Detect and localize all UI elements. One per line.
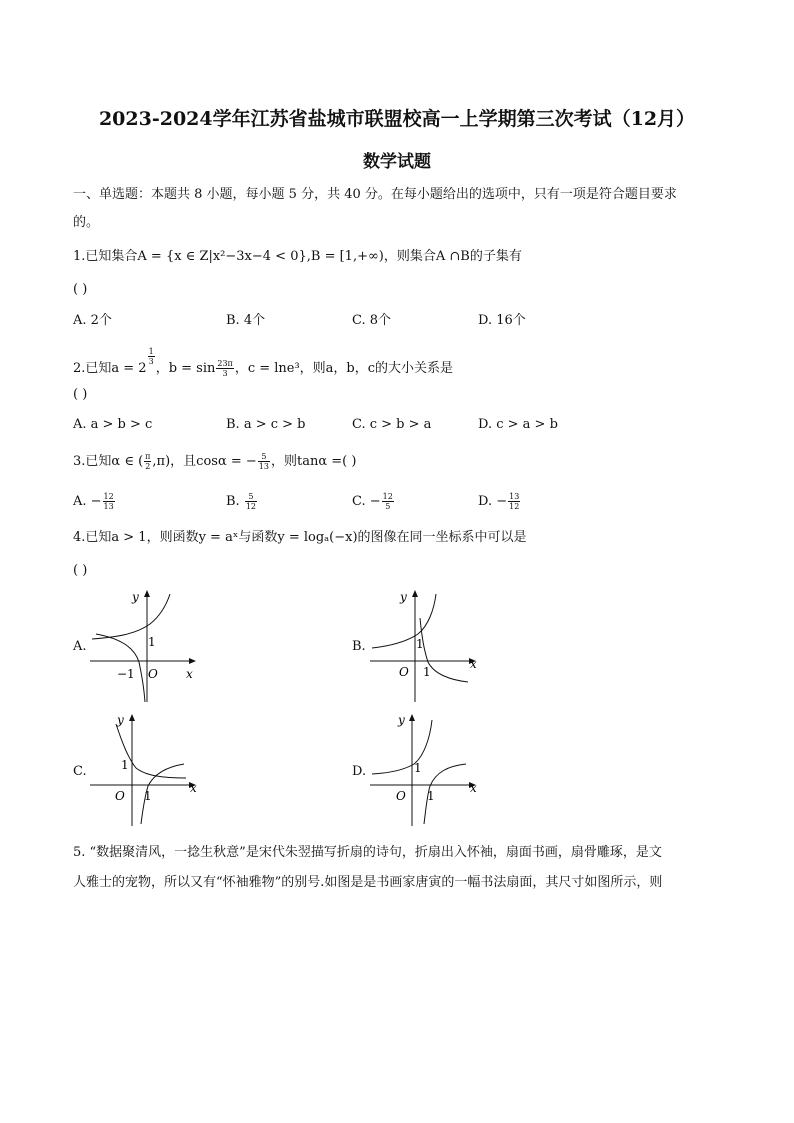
graph-d-y-label: y <box>398 713 405 727</box>
q4-option-d-label: D. <box>352 764 367 779</box>
q3-option-b: B. $\frac{5}{12}$ <box>226 492 257 511</box>
q1-option-b: B. 4个 <box>226 313 266 328</box>
question-4-paren: ( ) <box>73 563 88 578</box>
q3-option-a: A. − $\frac{12}{13}$ <box>73 492 114 511</box>
graph-c-origin: O <box>115 789 125 803</box>
graph-a-origin: O <box>148 667 158 681</box>
graph-c-one-x: 1 <box>144 789 152 803</box>
graph-b-one-x: 1 <box>423 665 431 679</box>
question-4-stem: 4.已知a > 1，则函数y = aˣ与函数y = logₐ(−x)的图像在同一坐标系中可以是 <box>73 530 527 545</box>
graph-d-one: 1 <box>414 761 422 775</box>
q4-graph-a <box>88 588 200 706</box>
graph-b-x-label: x <box>470 657 477 671</box>
question-5-line1: 5. “数据聚清风，一捻生秋意”是宋代朱翌描写折扇的诗句，折扇出入怀袖，扇面书画，扇骨雕琢，是文 <box>73 845 662 860</box>
q2-option-c: C. c > b > a <box>352 417 432 432</box>
graph-b-one: 1 <box>416 637 424 651</box>
q4-option-c-label: C. <box>73 764 87 779</box>
q1-option-d: D. 16个 <box>478 313 526 328</box>
question-1-paren: ( ) <box>73 282 88 297</box>
question-2-paren: ( ) <box>73 387 88 402</box>
q1-option-c: C. 8个 <box>352 313 392 328</box>
graph-a-neg-one: −1 <box>117 667 135 681</box>
question-1-stem: 1.已知集合A = {x ∈ Z|x²−3x−4 < 0},B = [1,+∞)，则集合A ∩B的子集有 <box>73 249 522 264</box>
graph-c-y-label: y <box>117 713 124 727</box>
exam-title: 2023-2024学年江苏省盐城市联盟校高一上学期第三次考试（12月） <box>98 108 696 130</box>
exam-subtitle: 数学试题 <box>363 152 431 172</box>
q3-option-c: C. − $\frac{12}{5}$ <box>352 492 393 511</box>
graph-a-one: 1 <box>148 635 156 649</box>
graph-a-y-label: y <box>132 590 139 604</box>
q4-graph-d <box>368 712 480 830</box>
question-3-stem: 3.已知α ∈ ( $\frac{\pi}{2}$ ,π)，且cosα = − $\frac{5}{13}$ ，则tanα =( ) <box>73 452 357 471</box>
graph-b-origin: O <box>399 665 409 679</box>
q4-graph-c <box>88 712 200 830</box>
graph-c-one: 1 <box>121 758 129 772</box>
graph-d-one-x: 1 <box>427 789 435 803</box>
q2-option-b: B. a > c > b <box>226 417 306 432</box>
graph-c-x-label: x <box>190 781 197 795</box>
q4-graph-b <box>368 588 480 706</box>
section-header: 一、单选题：本题共 8 小题，每小题 5 分，共 40 分。在每小题给出的选项中，只有一项是符合题目要求 <box>73 187 677 202</box>
q1-option-a: A. 2个 <box>73 313 112 328</box>
q4-option-b-label: B. <box>352 639 366 654</box>
graph-b-y-label: y <box>400 590 407 604</box>
graph-a-x-label: x <box>186 667 193 681</box>
question-2-stem: 2.已知a = 2 $\frac{1}{3}$ ，b = sin $\frac{23\pi}{3}$ ，c = lne³，则a，b，c的大小关系是 <box>73 347 454 378</box>
graph-d-x-label: x <box>470 781 477 795</box>
question-5-line2: 人雅士的宠物，所以又有“怀袖雅物”的别号.如图是是书画家唐寅的一幅书法扇面，其尺寸如图所示，则 <box>73 875 663 890</box>
section-header-cont: 的。 <box>73 215 100 230</box>
q4-option-a-label: A. <box>73 639 87 654</box>
q2-option-d: D. c > a > b <box>478 417 558 432</box>
q3-option-d: D. − $\frac{13}{12}$ <box>478 492 520 511</box>
q2-option-a: A. a > b > c <box>73 417 153 432</box>
graph-d-origin: O <box>396 789 406 803</box>
